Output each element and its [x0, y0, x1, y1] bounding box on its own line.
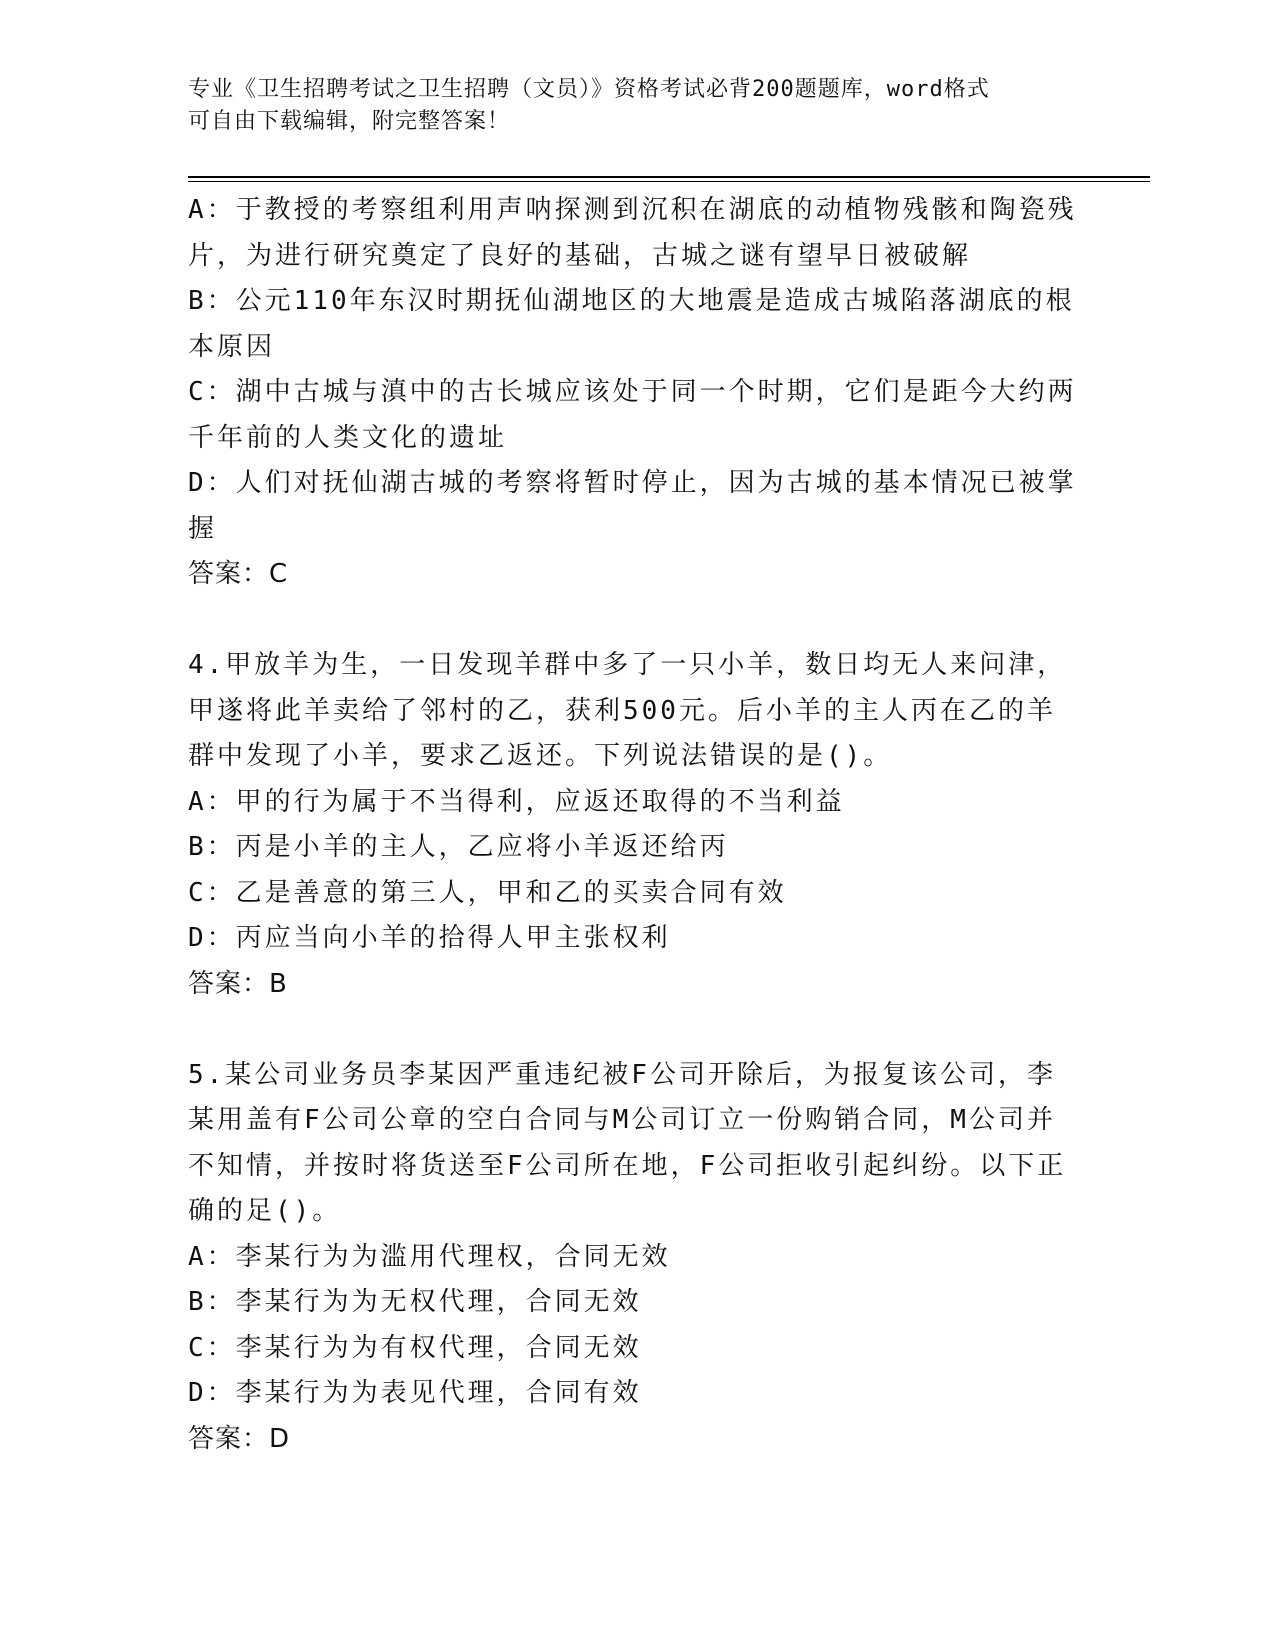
option-text-line: 片，为进行研究奠定了良好的基础，古城之谜有望早日被破解	[188, 240, 972, 271]
question-spacer	[188, 1007, 1088, 1053]
question-3-option-d	[188, 461, 1088, 552]
stem-text-line: 不知情，并按时将货送至F公司所在地，F公司拒收引起纠纷。以下正	[188, 1150, 1067, 1181]
stem-text-line: 群中发现了小羊，要求乙返还。下列说法错误的是()。	[188, 741, 893, 771]
question-4-option-b: B：丙是小羊的主人，乙应将小羊返还给丙	[188, 832, 729, 862]
question-3	[188, 188, 1088, 598]
option-text-line: B：公元110年东汉时期抚仙湖地区的大地震是造成古城陷落湖底的根	[188, 286, 1075, 316]
question-5	[188, 1053, 1088, 1463]
question-5-option-d: D：李某行为为表见代理，合同有效	[188, 1378, 642, 1408]
option-text-line: D：人们对抚仙湖古城的考察将暂时停止，因为古城的基本情况已被掌	[188, 468, 1077, 498]
option-text-line: C：湖中古城与滇中的古长城应该处于同一个时期，它们是距今大约两	[188, 377, 1077, 407]
question-4-option-d: D：丙应当向小羊的拾得人甲主张权利	[188, 923, 671, 953]
question-4-answer: 答案：B	[188, 968, 288, 999]
question-5-answer: 答案：D	[188, 1423, 291, 1454]
question-4-stem	[188, 643, 1088, 780]
header-divider-thick	[188, 176, 1150, 178]
header-divider-thin	[188, 181, 1150, 182]
option-text-line: 千年前的人类文化的遗址	[188, 422, 508, 453]
question-5-option-a: A：李某行为为滥用代理权，合同无效	[188, 1241, 671, 1272]
question-4-option-a: A：甲的行为属于不当得利，应返还取得的不当利益	[188, 786, 845, 817]
stem-text-line: 确的足()。	[188, 1196, 342, 1226]
option-text-line: 握	[188, 513, 218, 544]
question-3-option-b	[188, 279, 1088, 370]
question-5-option-b: B：李某行为为无权代理，合同无效	[188, 1287, 642, 1317]
question-3-option-a	[188, 188, 1088, 279]
option-text-line: 本原因	[188, 331, 276, 362]
header-title-line-2: 可自由下载编辑，附完整答案！	[188, 109, 511, 134]
question-5-stem	[188, 1053, 1088, 1235]
question-4	[188, 643, 1088, 1007]
stem-text-line: 5.某公司业务员李某因严重违纪被F公司开除后，为报复该公司，李	[188, 1059, 1056, 1090]
stem-text-line: 某用盖有F公司公章的空白合同与M公司订立一份购销合同，M公司并	[188, 1105, 1056, 1135]
option-text-line: A：于教授的考察组利用声呐探测到沉积在湖底的动植物残骸和陶瓷残	[188, 195, 1077, 225]
question-spacer	[188, 598, 1088, 644]
stem-text-line: 4.甲放羊为生，一日发现羊群中多了一只小羊，数日均无人来问津，	[188, 650, 1067, 680]
header-title-line-1: 专业《卫生招聘考试之卫生招聘（文员）》资格考试必背200题题库，word格式	[188, 77, 990, 102]
question-5-option-c: C：李某行为为有权代理，合同无效	[188, 1332, 642, 1363]
question-content	[188, 188, 1088, 1462]
question-4-option-c: C：乙是善意的第三人，甲和乙的买卖合同有效	[188, 877, 787, 908]
question-3-option-c	[188, 370, 1088, 461]
stem-text-line: 甲遂将此羊卖给了邻村的乙，获利500元。后小羊的主人丙在乙的羊	[188, 695, 1056, 726]
page-header	[188, 74, 1088, 138]
question-3-answer: 答案：C	[188, 559, 289, 589]
